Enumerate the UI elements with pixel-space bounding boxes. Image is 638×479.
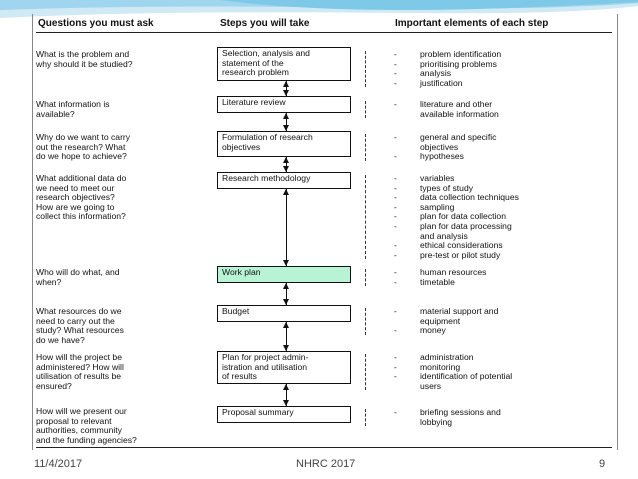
element-text: general and specific objectives <box>420 132 497 152</box>
arrow-up-icon <box>283 189 289 195</box>
arrow-up-icon <box>283 283 289 289</box>
list-dash: - <box>394 276 397 287</box>
element-text: timetable <box>420 276 455 287</box>
element-list <box>394 100 499 119</box>
element-text: types of study <box>420 182 474 193</box>
footer-page-number: 9 <box>599 458 606 470</box>
list-dash: - <box>394 151 397 162</box>
element-item <box>394 193 519 203</box>
list-dash: - <box>394 220 397 231</box>
element-bracket <box>365 308 367 335</box>
element-bracket <box>365 134 367 161</box>
question-text: What is the problem and why should it be studied? <box>36 49 133 69</box>
element-item <box>394 372 512 391</box>
list-dash: - <box>394 182 397 193</box>
step-box: Literature review <box>217 96 351 113</box>
list-dash: - <box>394 267 397 277</box>
element-text: analysis <box>420 68 452 79</box>
element-text: sampling <box>420 201 455 212</box>
list-dash: - <box>394 361 397 372</box>
element-text: problem identification <box>420 49 502 59</box>
element-list <box>394 133 496 162</box>
element-item <box>394 222 519 241</box>
list-dash: - <box>394 58 397 69</box>
footer-center-text: NHRC 2017 <box>296 458 356 470</box>
list-dash: - <box>394 77 397 88</box>
question-text: How will the project be administered? How will utilisation of results be ensured? <box>36 352 124 391</box>
list-dash: - <box>394 240 397 251</box>
connector-line <box>286 189 287 266</box>
element-list <box>394 353 512 391</box>
element-text: material support and equipment <box>420 306 499 326</box>
element-text: justification <box>420 77 463 88</box>
element-bracket <box>365 101 367 118</box>
step-box: Formulation of research objectives <box>217 131 351 157</box>
arrow-up-icon <box>283 113 289 119</box>
list-dash: - <box>394 371 397 382</box>
step-box: Work plan <box>217 266 351 283</box>
element-text: briefing sessions and lobbying <box>420 407 501 427</box>
list-dash: - <box>394 352 397 362</box>
element-bracket <box>365 354 367 390</box>
list-dash: - <box>394 201 397 212</box>
element-list <box>394 268 486 287</box>
step-box: Budget <box>217 305 351 322</box>
question-text: What information is available? <box>36 99 110 119</box>
list-dash: - <box>394 49 397 59</box>
element-item <box>394 408 501 427</box>
question-text: What resources do we need to carry out the study? What resources do we have? <box>36 306 124 345</box>
element-text: variables <box>420 173 455 183</box>
question-text: Who will do what, and when? <box>36 267 120 287</box>
element-item <box>394 326 498 336</box>
arrow-up-icon <box>283 81 289 87</box>
step-box: Research methodology <box>217 172 351 189</box>
element-text: pre-test or pilot study <box>420 249 501 260</box>
step-box: Plan for project admin- istration and utilisation of results <box>217 351 351 384</box>
element-item <box>394 152 496 162</box>
element-item <box>394 307 498 326</box>
element-item <box>394 278 486 288</box>
list-dash: - <box>394 306 397 316</box>
header-rule <box>36 32 612 33</box>
element-list <box>394 50 501 88</box>
column-header-questions: Questions you must ask <box>38 18 154 29</box>
element-text: plan for data processing and analysis <box>420 220 512 241</box>
element-bracket <box>365 51 367 87</box>
element-text: prioritising problems <box>420 58 497 69</box>
list-dash: - <box>394 173 397 183</box>
list-dash: - <box>394 249 397 260</box>
element-bracket <box>365 409 367 426</box>
element-item <box>394 251 519 261</box>
question-text: What additional data do we need to meet our research objectives? How are we going to collect this information? <box>36 173 127 222</box>
footer-date: 11/4/2017 <box>34 458 83 470</box>
element-list <box>394 307 498 336</box>
element-item <box>394 133 496 152</box>
step-box: Selection, analysis and statement of the research problem <box>217 47 351 81</box>
element-bracket <box>365 269 367 286</box>
element-text: monitoring <box>420 361 461 372</box>
element-text: hypotheses <box>420 151 464 162</box>
element-text: ethical considerations <box>420 240 503 251</box>
element-text: plan for data collection <box>420 211 506 222</box>
arrow-up-icon <box>283 384 289 390</box>
element-list <box>394 408 501 427</box>
element-text: data collection techniques <box>420 192 519 203</box>
element-item <box>394 79 501 89</box>
list-dash: - <box>394 99 397 109</box>
element-text: money <box>420 325 446 336</box>
list-dash: - <box>394 192 397 203</box>
step-box: Proposal summary <box>217 406 351 423</box>
list-dash: - <box>394 211 397 222</box>
element-list <box>394 174 519 260</box>
element-item <box>394 100 499 119</box>
element-text: human resources <box>420 267 487 277</box>
element-text: identification of potential users <box>420 371 513 391</box>
element-bracket <box>365 175 367 259</box>
list-dash: - <box>394 407 397 417</box>
question-text: Why do we want to carry out the research? What do we hope to achieve? <box>36 132 131 162</box>
list-dash: - <box>394 325 397 336</box>
list-dash: - <box>394 68 397 79</box>
arrow-up-icon <box>283 322 289 328</box>
column-header-steps: Steps you will take <box>220 18 310 29</box>
footer-rule <box>36 447 612 448</box>
element-text: administration <box>420 352 474 362</box>
list-dash: - <box>394 132 397 142</box>
element-text: literature and other available information <box>420 99 499 119</box>
question-text: How will we present our proposal to relevant authorities, community and the funding agencies? <box>36 406 137 445</box>
arrow-up-icon <box>283 157 289 163</box>
column-header-elements: Important elements of each step <box>395 18 549 29</box>
